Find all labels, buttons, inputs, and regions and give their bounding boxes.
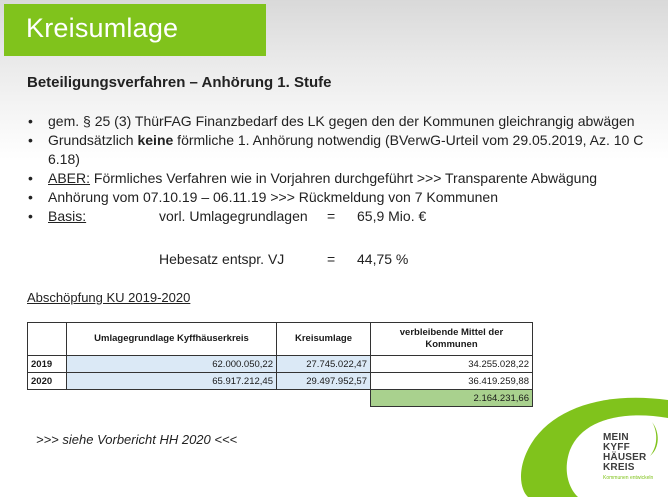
cell-grundlage: 62.000.050,22 [67, 356, 277, 373]
bullet-emphasis: keine [137, 132, 174, 148]
row-year: 2020 [28, 373, 67, 390]
bullet-label: ABER: [48, 170, 91, 186]
bullet-text: Grundsätzlich [48, 132, 138, 148]
bullet-text: gem. § 25 (3) ThürFAG Finanzbedarf des LK gegen den der Kommunen gleichrangig abwägen [48, 113, 635, 129]
logo-line: HÄUSER [603, 452, 647, 463]
bullet-dot: • [28, 170, 33, 186]
basis-row1-eq: = [327, 208, 336, 224]
section-heading: Beteiligungsverfahren – Anhörung 1. Stufe [27, 74, 332, 91]
row-year: 2019 [28, 356, 67, 373]
basis-label: Basis: [48, 208, 87, 224]
table-title: Abschöpfung KU 2019-2020 [27, 290, 191, 305]
logo [603, 433, 646, 473]
logo-line: KYFF [603, 442, 630, 453]
bullet-text: Förmliches Verfahren wie in Vorjahren durchgeführt >>> Transparente Abwägung [90, 170, 598, 186]
bullet-dot: • [28, 208, 33, 224]
logo-tagline: Kommunen entwickeln [603, 475, 654, 481]
cell-grundlage: 65.917.212,45 [67, 373, 277, 390]
bullet-dot: • [28, 113, 33, 129]
bullet-text: förmliche 1. Anhörung notwendig (BVerwG-Urteil vom 29.05.2019, Az. 10 C 6.18) [48, 132, 644, 167]
basis-row2-text: Hebesatz entspr. VJ [159, 251, 285, 267]
basis-row1-value: 65,9 Mio. € [357, 208, 427, 224]
cell-mittel: 34.255.028,22 [371, 356, 533, 373]
slide-title: Kreisumlage [26, 13, 179, 43]
basis-row2-eq: = [327, 251, 336, 267]
header-mittel: verbleibende Mittel der Kommunen [371, 323, 533, 356]
cell-mittel: 36.419.259,88 [371, 373, 533, 390]
cell-kreisumlage: 27.745.022,47 [277, 356, 371, 373]
logo-line: MEIN [603, 432, 629, 443]
cell-difference: 2.164.231,66 [371, 390, 533, 407]
bullet-text: Anhörung vom 07.10.19 – 06.11.19 >>> Rückmeldung von 7 Kommunen [48, 189, 498, 205]
header-grundlage: Umlagegrundlage Kyffhäuserkreis [67, 323, 277, 356]
basis-row1-text: vorl. Umlagegrundlagen [159, 208, 308, 224]
bullet-dot: • [28, 132, 33, 148]
bullet-dot: • [28, 189, 33, 205]
header-kreisumlage: Kreisumlage [277, 323, 371, 356]
logo-line: KREIS [603, 462, 635, 473]
cell-kreisumlage: 29.497.952,57 [277, 373, 371, 390]
footnote: >>> siehe Vorbericht HH 2020 <<< [36, 432, 238, 447]
basis-row2-value: 44,75 % [357, 251, 409, 267]
